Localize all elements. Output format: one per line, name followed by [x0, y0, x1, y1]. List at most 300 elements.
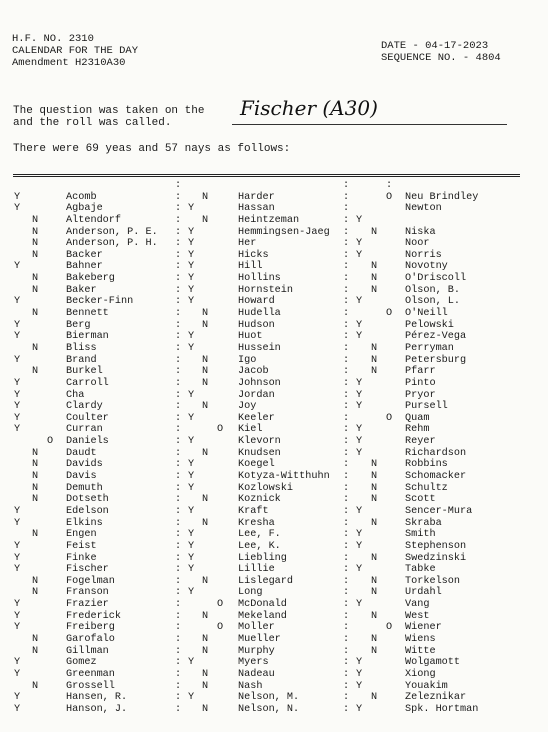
vote-mark: Y	[14, 610, 21, 622]
roll-call-row	[0, 308, 548, 320]
column-divider: :	[175, 203, 182, 215]
vote-mark: O	[217, 599, 224, 611]
vote-mark: N	[32, 680, 39, 692]
vote-mark: Y	[14, 552, 21, 564]
roll-call-row	[0, 366, 548, 378]
member-name: Bliss	[66, 342, 97, 354]
member-name: Hicks	[238, 249, 269, 261]
column-divider: :	[343, 564, 350, 576]
column-divider: :	[175, 505, 182, 517]
vote-mark: Y	[356, 436, 363, 448]
member-name: Nash	[238, 680, 263, 692]
vote-mark: Y	[356, 214, 363, 226]
column-divider: :	[175, 436, 182, 448]
vote-mark: N	[32, 587, 39, 599]
vote-mark: Y	[188, 505, 195, 517]
column-divider: :	[343, 214, 350, 226]
column-divider: :	[343, 447, 350, 459]
vote-mark: N	[371, 459, 378, 471]
roll-call-row	[0, 518, 548, 530]
member-name: Agbaje	[66, 203, 103, 215]
member-name: Pursell	[405, 401, 448, 413]
column-divider: :	[175, 657, 182, 669]
column-divider: :	[343, 342, 350, 354]
vote-mark: Y	[14, 389, 21, 401]
vote-mark: N	[371, 633, 378, 645]
column-divider: :	[343, 668, 350, 680]
member-name: Schomacker	[405, 471, 467, 483]
member-name: Grossell	[66, 680, 115, 692]
column-divider: :	[343, 494, 350, 506]
vote-mark: O	[386, 191, 393, 203]
member-name: Anderson, P. E.	[66, 226, 158, 238]
vote-mark: Y	[356, 680, 363, 692]
roll-call-row	[0, 192, 548, 204]
column-divider: :	[343, 575, 350, 587]
roll-call-row	[0, 459, 548, 471]
member-name: Dotseth	[66, 494, 109, 506]
column-divider: :	[175, 366, 182, 378]
vote-mark: Y	[188, 587, 195, 599]
vote-mark: Y	[14, 703, 21, 715]
column-divider: :	[175, 249, 182, 261]
member-name: Pinto	[405, 377, 436, 389]
roll-call-row	[0, 692, 548, 704]
vote-mark: N	[202, 447, 209, 459]
vote-mark: Y	[14, 191, 21, 203]
column-divider: :	[343, 610, 350, 622]
column-divider: :	[175, 261, 182, 273]
vote-mark: Y	[356, 319, 363, 331]
vote-mark: Y	[14, 424, 21, 436]
vote-mark: Y	[14, 505, 21, 517]
roll-call-row	[0, 494, 548, 506]
member-name: Heintzeman	[238, 214, 300, 226]
vote-mark: N	[32, 575, 39, 587]
vote-mark: Y	[188, 540, 195, 552]
column-divider: :	[343, 284, 350, 296]
member-name: Tabke	[405, 564, 436, 576]
member-name: Pfarr	[405, 366, 436, 378]
column-divider: :	[343, 366, 350, 378]
vote-mark: Y	[14, 331, 21, 343]
vote-mark: N	[371, 273, 378, 285]
vote-mark: N	[202, 366, 209, 378]
roll-call-row	[0, 238, 548, 250]
roll-call-row	[0, 448, 548, 460]
roll-call-row	[0, 273, 548, 285]
column-divider: :	[175, 494, 182, 506]
vote-mark: N	[371, 610, 378, 622]
column-divider: :	[175, 692, 182, 704]
vote-mark: N	[371, 575, 378, 587]
vote-mark: N	[371, 342, 378, 354]
vote-mark: N	[32, 529, 39, 541]
vote-mark: Y	[14, 657, 21, 669]
member-name: Petersburg	[405, 354, 467, 366]
vote-mark: N	[371, 517, 378, 529]
column-divider: :	[343, 657, 350, 669]
roll-call-row	[0, 331, 548, 343]
vote-mark: N	[202, 645, 209, 657]
vote-mark: Y	[188, 692, 195, 704]
column-divider: :	[175, 412, 182, 424]
member-name: Elkins	[66, 517, 103, 529]
vote-mark: Y	[14, 319, 21, 331]
vote-mark: N	[371, 354, 378, 366]
column-divider: :	[175, 180, 182, 191]
member-name: Norris	[405, 249, 442, 261]
vote-mark: Y	[14, 412, 21, 424]
member-name: Demuth	[66, 482, 103, 494]
column-divider: :	[343, 703, 350, 715]
member-name: Skraba	[405, 517, 442, 529]
roll-call-row	[0, 180, 548, 192]
member-name: Hassan	[238, 203, 275, 215]
column-divider: :	[343, 261, 350, 273]
vote-mark: N	[371, 482, 378, 494]
vote-mark: Y	[356, 505, 363, 517]
member-name: Curran	[66, 424, 103, 436]
column-divider: :	[343, 622, 350, 634]
roll-call-row	[0, 390, 548, 402]
member-name: Witte	[405, 645, 436, 657]
member-name: Rehm	[405, 424, 430, 436]
member-name: Hornstein	[238, 284, 294, 296]
column-divider: :	[343, 587, 350, 599]
roll-call-row	[0, 669, 548, 681]
member-name: Joy	[238, 401, 257, 413]
member-name: Fogelman	[66, 575, 115, 587]
roll-call-row	[0, 646, 548, 658]
member-name: Pelowski	[405, 319, 454, 331]
vote-mark: N	[202, 354, 209, 366]
vote-mark: Y	[188, 459, 195, 471]
vote-mark: N	[371, 366, 378, 378]
roll-call-row	[0, 401, 548, 413]
member-name: Edelson	[66, 505, 109, 517]
roll-call-row	[0, 203, 548, 215]
column-divider: :	[175, 401, 182, 413]
vote-mark: Y	[188, 249, 195, 261]
vote-date: DATE - 04-17-2023	[381, 40, 489, 52]
vote-mark: Y	[356, 331, 363, 343]
vote-mark: O	[386, 412, 393, 424]
vote-mark: Y	[14, 668, 21, 680]
member-name: Mueller	[238, 633, 281, 645]
roll-call-row	[0, 355, 548, 367]
member-name: Altendorf	[66, 214, 122, 226]
column-divider: :	[175, 273, 182, 285]
member-name: Her	[238, 238, 257, 250]
member-name: Coulter	[66, 412, 109, 424]
roll-call-row	[0, 704, 548, 716]
column-divider: :	[175, 622, 182, 634]
sequence-number: SEQUENCE NO. - 4804	[381, 52, 501, 64]
member-name: Franson	[66, 587, 109, 599]
column-divider: :	[175, 610, 182, 622]
member-name: Moller	[238, 622, 275, 634]
member-name: Carroll	[66, 377, 109, 389]
column-divider: :	[343, 459, 350, 471]
vote-mark: N	[32, 273, 39, 285]
roll-call-row	[0, 424, 548, 436]
member-name: Richardson	[405, 447, 467, 459]
vote-mark: N	[32, 238, 39, 250]
vote-mark: Y	[356, 249, 363, 261]
column-divider: :	[175, 564, 182, 576]
document-header-right	[381, 40, 501, 64]
calendar-title: CALENDAR FOR THE DAY	[12, 45, 139, 57]
member-name: Greenman	[66, 668, 115, 680]
member-name: Engen	[66, 529, 97, 541]
member-name: Perryman	[405, 342, 454, 354]
roll-call-row	[0, 261, 548, 273]
vote-mark: N	[32, 284, 39, 296]
handwritten-amendment-author: Fischer (A30)	[240, 96, 378, 120]
vote-mark: N	[371, 261, 378, 273]
member-name: Youakim	[405, 680, 448, 692]
member-name: Noor	[405, 238, 430, 250]
vote-mark: O	[386, 308, 393, 320]
member-name: Pérez-Vega	[405, 331, 467, 343]
vote-mark: Y	[188, 342, 195, 354]
question-statement	[13, 105, 204, 129]
member-name: Niska	[405, 226, 436, 238]
vote-mark: Y	[188, 226, 195, 238]
vote-mark: Y	[188, 436, 195, 448]
member-name: Robbins	[405, 459, 448, 471]
column-divider: :	[343, 401, 350, 413]
member-name: Freiberg	[66, 622, 115, 634]
roll-call-row	[0, 553, 548, 565]
column-divider: :	[343, 238, 350, 250]
member-name: Hemmingsen-Jaeg	[238, 226, 330, 238]
column-divider: :	[343, 308, 350, 320]
vote-mark: Y	[356, 540, 363, 552]
vote-mark: Y	[356, 424, 363, 436]
member-name: Kotyza-Witthuhn	[238, 471, 330, 483]
vote-mark: O	[386, 622, 393, 634]
roll-call-row	[0, 529, 548, 541]
column-divider: :	[343, 249, 350, 261]
vote-mark: N	[371, 587, 378, 599]
vote-mark: O	[47, 436, 54, 448]
vote-mark: N	[32, 447, 39, 459]
column-divider: :	[175, 284, 182, 296]
member-name: Lee, F.	[238, 529, 281, 541]
member-name: Hill	[238, 261, 263, 273]
roll-call-row	[0, 320, 548, 332]
vote-mark: N	[202, 319, 209, 331]
roll-call-row	[0, 634, 548, 646]
vote-mark: Y	[356, 389, 363, 401]
vote-mark: N	[202, 308, 209, 320]
member-name: Lislegard	[238, 575, 294, 587]
member-name: Knudsen	[238, 447, 281, 459]
column-divider: :	[175, 599, 182, 611]
vote-mark: N	[202, 214, 209, 226]
member-name: Howard	[238, 296, 275, 308]
vote-mark: Y	[188, 261, 195, 273]
vote-mark: Y	[188, 412, 195, 424]
vote-mark: Y	[14, 354, 21, 366]
signature-line	[232, 124, 507, 125]
member-name: Bakeberg	[66, 273, 115, 285]
vote-mark: N	[32, 459, 39, 471]
vote-mark: Y	[14, 540, 21, 552]
vote-mark: Y	[188, 389, 195, 401]
roll-call-row	[0, 250, 548, 262]
vote-mark: Y	[188, 203, 195, 215]
vote-mark: N	[32, 308, 39, 320]
column-divider: :	[343, 226, 350, 238]
member-name: Hanson, J.	[66, 703, 128, 715]
member-name: Gomez	[66, 657, 97, 669]
roll-call-row	[0, 541, 548, 553]
member-name: Murphy	[238, 645, 275, 657]
roll-call-row	[0, 343, 548, 355]
member-name: Swedzinski	[405, 552, 467, 564]
vote-mark: N	[32, 214, 39, 226]
member-name: Wolgamott	[405, 657, 461, 669]
vote-mark: :	[386, 180, 393, 191]
vote-mark: Y	[188, 564, 195, 576]
vote-mark: Y	[356, 377, 363, 389]
vote-mark: N	[371, 226, 378, 238]
vote-mark: Y	[188, 552, 195, 564]
member-name: Hollins	[238, 273, 281, 285]
roll-call-row	[0, 215, 548, 227]
member-name: Xiong	[405, 668, 436, 680]
column-divider: :	[175, 703, 182, 715]
column-divider: :	[343, 354, 350, 366]
vote-mark: Y	[14, 517, 21, 529]
roll-call-row	[0, 413, 548, 425]
member-name: Wiener	[405, 622, 442, 634]
column-divider: :	[175, 424, 182, 436]
column-divider: :	[343, 552, 350, 564]
column-divider: :	[343, 680, 350, 692]
member-name: Hudella	[238, 308, 281, 320]
vote-mark: N	[32, 482, 39, 494]
vote-mark: N	[202, 633, 209, 645]
column-divider: :	[175, 331, 182, 343]
member-name: Nelson, N.	[238, 703, 300, 715]
member-name: Berg	[66, 319, 91, 331]
amendment-id: Amendment H2310A30	[12, 57, 126, 69]
member-name: Baker	[66, 284, 97, 296]
vote-mark: N	[32, 226, 39, 238]
vote-mark: Y	[188, 284, 195, 296]
vote-mark: Y	[14, 622, 21, 634]
column-divider: :	[175, 552, 182, 564]
vote-mark: Y	[356, 529, 363, 541]
vote-mark: Y	[188, 331, 195, 343]
column-divider: :	[175, 645, 182, 657]
member-name: Neu Brindley	[405, 191, 479, 203]
vote-mark: Y	[356, 668, 363, 680]
vote-mark: N	[202, 401, 209, 413]
member-name: Schultz	[405, 482, 448, 494]
roll-call-row	[0, 681, 548, 693]
member-name: Clardy	[66, 401, 103, 413]
member-name: Davis	[66, 471, 97, 483]
member-name: Daudt	[66, 447, 97, 459]
column-divider: :	[343, 180, 350, 191]
column-divider: :	[343, 517, 350, 529]
vote-mark: Y	[356, 238, 363, 250]
column-divider: :	[343, 424, 350, 436]
vote-mark: N	[371, 284, 378, 296]
column-divider: :	[175, 540, 182, 552]
column-divider: :	[175, 459, 182, 471]
column-divider: :	[343, 296, 350, 308]
member-name: Kraft	[238, 505, 269, 517]
member-name: Lee, K.	[238, 540, 281, 552]
column-divider: :	[343, 389, 350, 401]
vote-mark: N	[32, 471, 39, 483]
question-line-1: The question was taken on the	[13, 105, 205, 117]
vote-mark: O	[217, 424, 224, 436]
vote-mark: O	[217, 622, 224, 634]
member-name: Fischer	[66, 564, 109, 576]
vote-mark: Y	[188, 657, 195, 669]
vote-mark: Y	[188, 273, 195, 285]
question-line-2: and the roll was called.	[13, 117, 172, 129]
column-divider: :	[343, 633, 350, 645]
vote-mark: N	[202, 517, 209, 529]
roll-call-row	[0, 483, 548, 495]
member-name: Keeler	[238, 412, 275, 424]
column-divider: :	[343, 540, 350, 552]
member-name: Becker-Finn	[66, 296, 134, 308]
member-name: Quam	[405, 412, 430, 424]
vote-mark: N	[202, 680, 209, 692]
column-divider: :	[343, 692, 350, 704]
column-divider: :	[175, 354, 182, 366]
member-name: Cha	[66, 389, 85, 401]
member-name: Koegel	[238, 459, 275, 471]
column-divider: :	[175, 447, 182, 459]
column-divider: :	[343, 273, 350, 285]
member-name: Newton	[405, 203, 442, 215]
vote-mark: N	[32, 342, 39, 354]
vote-count-summary: There were 69 yeas and 57 nays as follows:	[13, 143, 291, 155]
vote-mark: N	[202, 494, 209, 506]
member-name: Finke	[66, 552, 97, 564]
vote-mark: Y	[14, 377, 21, 389]
member-name: Kiel	[238, 424, 263, 436]
member-name: Acomb	[66, 191, 97, 203]
member-name: Kozlowski	[238, 482, 294, 494]
member-name: Liebling	[238, 552, 287, 564]
member-name: Klevorn	[238, 436, 281, 448]
member-name: Hansen, R.	[66, 692, 128, 704]
roll-call-row	[0, 564, 548, 576]
column-divider: :	[343, 436, 350, 448]
member-name: Mekeland	[238, 610, 287, 622]
column-divider: :	[175, 633, 182, 645]
vote-mark: N	[32, 249, 39, 261]
roll-call-row	[0, 611, 548, 623]
vote-mark: Y	[14, 564, 21, 576]
vote-mark: N	[371, 645, 378, 657]
roll-call-row	[0, 599, 548, 611]
column-divider: :	[343, 645, 350, 657]
member-name: Gillman	[66, 645, 109, 657]
member-name: Harder	[238, 191, 275, 203]
